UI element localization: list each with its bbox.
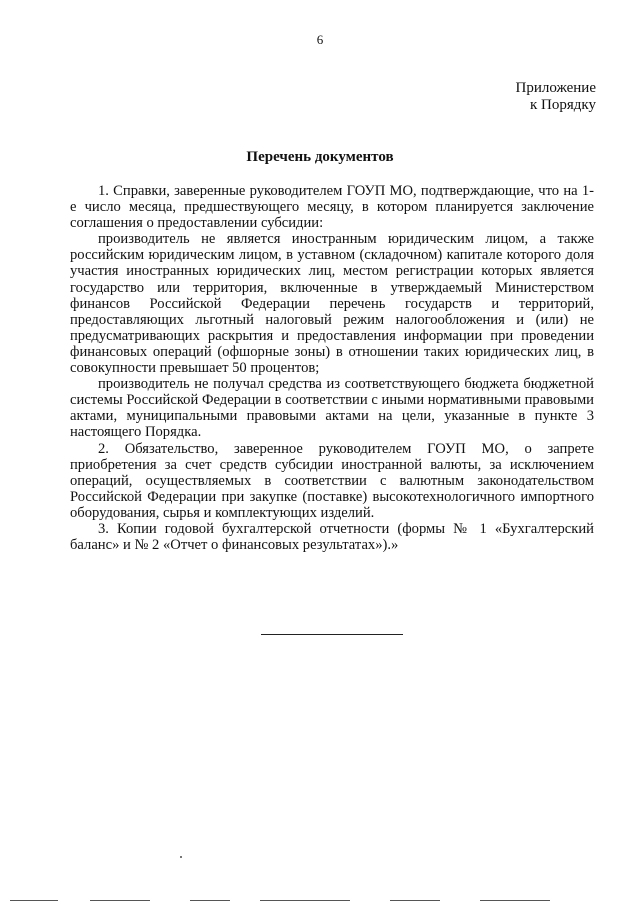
- paragraph-item-1-sub-2: производитель не получал средства из соответствующего бюджета бюджетной системы Российской Федерации в соответствии с иными нормативными правовыми актами, муниципальными правовыми актами на цели, указанные в пункте 3 настоящего Порядка.: [70, 376, 594, 441]
- scan-speck: [180, 856, 182, 858]
- document-body: [70, 183, 594, 553]
- document-title: Перечень документов: [246, 149, 394, 165]
- scan-bottom-marks: [10, 900, 630, 901]
- end-divider-line: [261, 634, 403, 635]
- paragraph-item-1-sub-1: производитель не является иностранным юридическим лицом, а также российским юридическим лицом, в уставном (складочном) капитале которого доля участия иностранных юридических лиц, местом регистрации которых является государство или территория, включенные в утверждаемый Министерством финансов Российской Федерации перечень государств и территорий, предоставляющих льготный налоговый режим налогообложения и (или) не предусматривающих раскрытия и предоставления информации при проведении финансовых операций (офшорные зоны) в отношении таких юридических лиц, в совокупности превышает 50 процентов;: [70, 231, 594, 377]
- paragraph-item-2: 2. Обязательство, заверенное руководителем ГОУП МО, о запрете приобретения за счет средств субсидии иностранной валюты, за исключением операций, осуществляемых в соответствии с валютным законодательством Российской Федерации при закупке (поставке) высокотехнологичного импортного оборудования, сырья и комплектующих изделий.: [70, 440, 594, 521]
- annex-line-2: к Порядку: [530, 97, 596, 113]
- paragraph-item-3: 3. Копии годовой бухгалтерской отчетности (формы № 1 «Бухгалтерский баланс» и № 2 «Отчет о финансовых результатах»).»: [70, 520, 594, 554]
- page-number: 6: [316, 32, 324, 47]
- annex-line-1: Приложение: [515, 80, 596, 96]
- paragraph-item-1: 1. Справки, заверенные руководителем ГОУП МО, подтверждающие, что на 1-е число месяца, предшествующего месяцу, в котором планируется заключение соглашения о предоставлении субсидии:: [70, 183, 594, 232]
- annex-header: [515, 80, 596, 114]
